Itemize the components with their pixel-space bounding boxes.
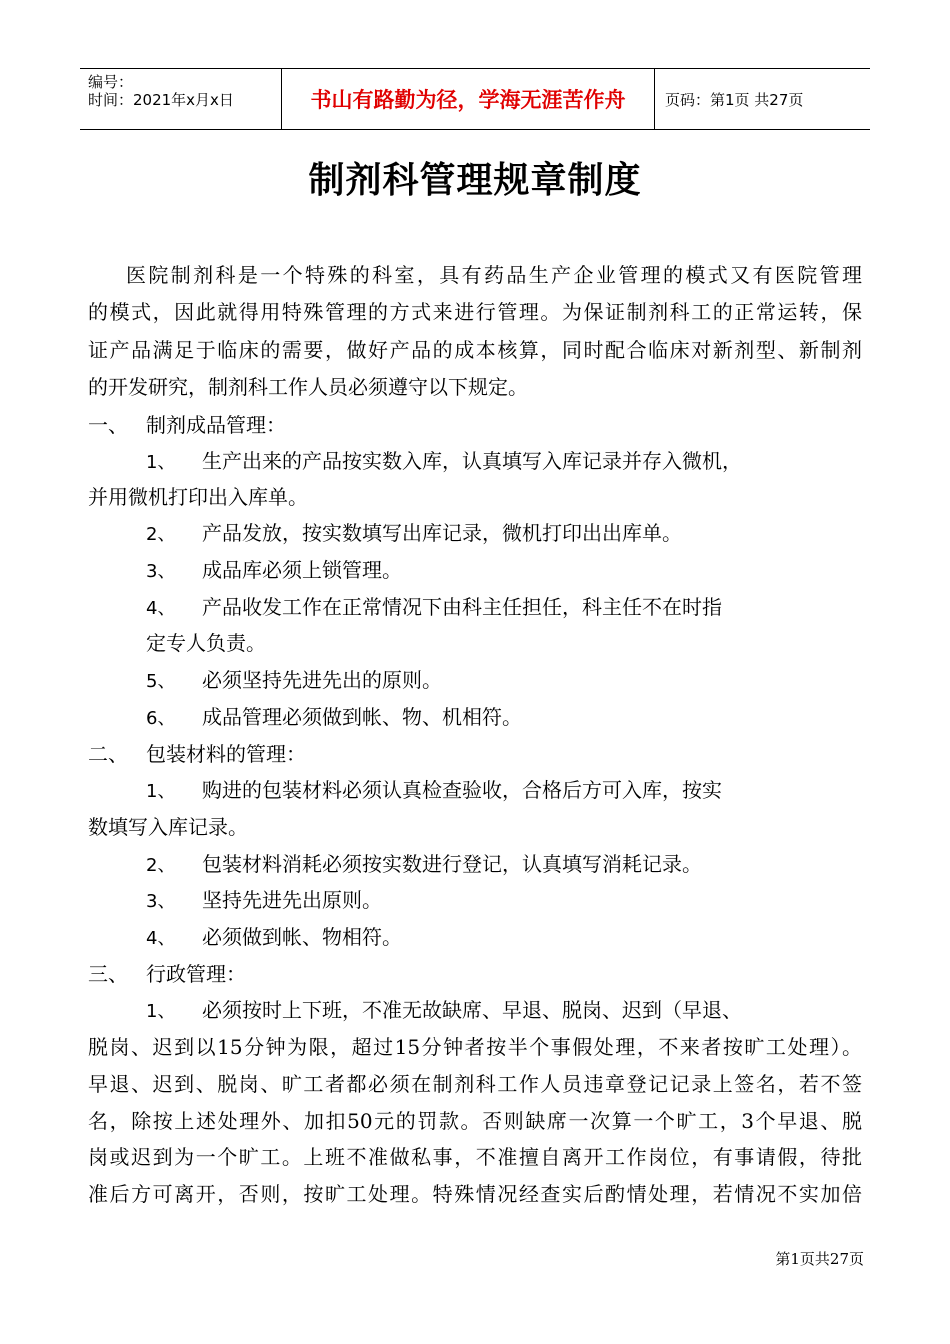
code-label: 编号：: [88, 73, 134, 91]
item-number: 5、: [146, 671, 176, 692]
intro-line-1: 医院制剂科是一个特殊的科室，具有药品生产企业管理的模式又有医院管理: [126, 263, 862, 287]
item-text: 产品发放，按实数填写出库记录，微机打印出出库单。: [202, 521, 682, 545]
list-item: [146, 887, 382, 915]
intro-line-2: 的模式，因此就得用特殊管理的方式来进行管理。为保证制剂科工的正常运转，保: [88, 300, 862, 324]
paragraph-line: 准后方可离开，否则，按旷工处理。特殊情况经查实后酌情处理，若情况不实加倍: [88, 1182, 862, 1206]
item-continuation: 并用微机打印出入库单。: [88, 485, 308, 509]
document-title: 制剂科管理规章制度: [308, 160, 642, 201]
page-footer: 第1页共27页: [775, 1250, 864, 1268]
item-text: 必须坚持先进先出的原则。: [202, 668, 442, 692]
item-continuation: 数填写入库记录。: [88, 815, 248, 839]
header-motto: 书山有路勤为径，学海无涯苦作舟: [282, 69, 655, 129]
section-title: 行政管理：: [146, 962, 246, 986]
item-continuation: 定专人负责。: [146, 631, 266, 655]
item-text: 必须按时上下班，不准无故缺席、早退、脱岗、迟到（早退、: [202, 998, 742, 1022]
list-item: [146, 997, 742, 1025]
item-number: 1、: [146, 1001, 176, 1022]
paragraph-line: 早退、迟到、脱岗、旷工者都必须在制剂科工作人员违章登记记录上签名，若不签: [88, 1072, 862, 1096]
header-meta-cell: [80, 69, 282, 129]
list-item: [146, 557, 402, 585]
list-item: [146, 851, 702, 879]
item-number: 2、: [146, 855, 176, 876]
section-heading: [88, 412, 286, 438]
item-number: 4、: [146, 598, 176, 619]
section-number: 三、: [88, 962, 128, 986]
section-number: 一、: [88, 413, 128, 437]
item-text: 购进的包装材料必须认真检查验收，合格后方可入库，按实: [202, 778, 722, 802]
header-table: [80, 68, 870, 130]
list-item: [146, 667, 442, 695]
item-number: 3、: [146, 891, 176, 912]
intro-line-4: 的开发研究，制剂科工作人员必须遵守以下规定。: [88, 375, 528, 399]
intro-line-3: 证产品满足于临床的需要，做好产品的成本核算，同时配合临床对新剂型、新制剂: [88, 338, 862, 362]
list-item: [146, 924, 402, 952]
list-item: [146, 777, 722, 805]
list-item: [146, 520, 682, 548]
item-text: 产品收发工作在正常情况下由科主任担任，科主任不在时指: [202, 595, 722, 619]
item-number: 4、: [146, 928, 176, 949]
paragraph-line: 名，除按上述处理外、加扣50元的罚款。否则缺席一次算一个旷工，3个早退、脱: [88, 1109, 862, 1133]
time-label: 时间：2021年x月x日: [88, 91, 234, 109]
section-title: 制剂成品管理：: [146, 413, 286, 437]
section-title: 包装材料的管理：: [146, 742, 306, 766]
list-item: [146, 448, 742, 476]
paragraph-line: 脱岗、迟到以15分钟为限，超过15分钟者按半个事假处理，不来者按旷工处理）。: [88, 1035, 862, 1059]
item-text: 成品管理必须做到帐、物、机相符。: [202, 705, 522, 729]
section-heading: [88, 961, 246, 987]
paragraph-line: 岗或迟到为一个旷工。上班不准做私事，不准擅自离开工作岗位，有事请假，待批: [88, 1145, 862, 1169]
item-number: 6、: [146, 708, 176, 729]
item-number: 1、: [146, 452, 176, 473]
section-number: 二、: [88, 742, 128, 766]
section-heading: [88, 741, 306, 767]
item-number: 2、: [146, 524, 176, 545]
item-number: 3、: [146, 561, 176, 582]
item-text: 成品库必须上锁管理。: [202, 558, 402, 582]
list-item: [146, 704, 522, 732]
item-text: 必须做到帐、物相符。: [202, 925, 402, 949]
list-item: [146, 594, 722, 622]
item-text: 坚持先进先出原则。: [202, 888, 382, 912]
item-text: 生产出来的产品按实数入库，认真填写入库记录并存入微机，: [202, 449, 742, 473]
item-number: 1、: [146, 781, 176, 802]
header-page-info: 页码：第1页 共27页: [665, 90, 804, 109]
item-text: 包装材料消耗必须按实数进行登记，认真填写消耗记录。: [202, 852, 702, 876]
